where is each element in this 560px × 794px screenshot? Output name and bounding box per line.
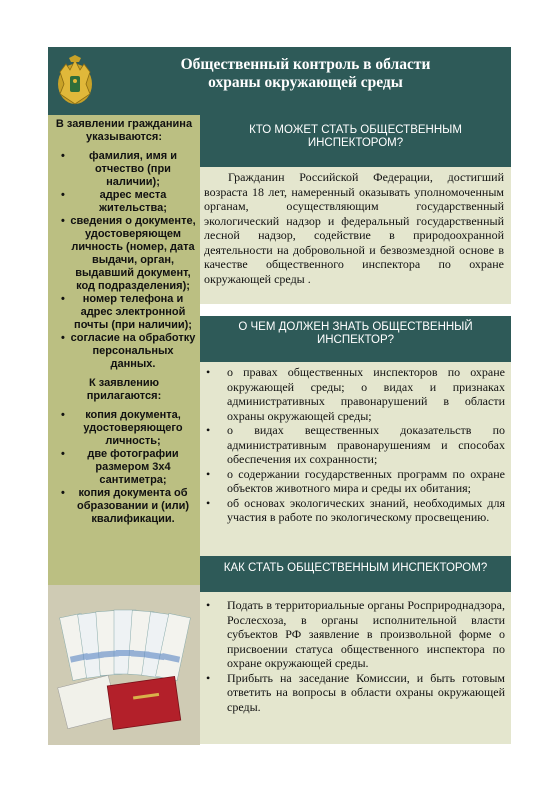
section-heading-how <box>200 556 511 592</box>
sidebar <box>48 115 200 585</box>
list-item: • об основах экологических знаний, необходимых для участия в работе по экологическому просвещению. <box>200 496 511 525</box>
section-knowledge-content <box>200 362 511 556</box>
section-heading-how-text: КАК СТАТЬ ОБЩЕСТВЕННЫМ ИНСПЕКТОРОМ? <box>223 562 488 574</box>
sidebar-list-2 <box>48 409 200 526</box>
title-line-2: охраны окружающей среды <box>208 74 403 91</box>
sidebar-heading: В заявлении гражданина указываются: <box>55 118 193 143</box>
list-item: • копия документа, удостоверяющего личность; <box>48 409 200 448</box>
certificates-photo <box>48 585 200 745</box>
section-heading-who-line2: ИНСПЕКТОРОМ? <box>307 137 404 149</box>
eagle-emblem-icon <box>56 54 94 108</box>
section-how-content <box>200 592 511 744</box>
section-who-text: Гражданин Российской Федерации, достигший возраста 18 лет, намеренный оказывать уполномоченным органам, осуществляющим государственный экологический надзор и федеральный государственный лесной надзор, содействие в природоохранной деятельности на добровольной и безвозмездной основе в качестве общественного инспектора по охране окружающей среды . <box>204 170 504 286</box>
list-item: • сведения о документе, удостоверяющем личность (номер, дата выдачи, орган, выдавший документ, код подразделения); <box>48 215 200 293</box>
list-item: • две фотографии размером 3х4 сантиметра; <box>48 448 200 487</box>
knowledge-list <box>200 362 511 525</box>
list-item: • о правах общественных инспекторов по охране окружающей среды; о видах и признаках административных правонарушений в области охраны окружающей среды; <box>200 365 511 423</box>
certificates-image <box>48 585 200 745</box>
section-who-content <box>200 167 511 304</box>
list-item: • фамилия, имя и отчество (при наличии); <box>48 150 200 189</box>
section-heading-knowledge-line1: О ЧЕМ ДОЛЖЕН ЗНАТЬ ОБЩЕСТВЕННЫЙ <box>238 321 473 333</box>
sidebar-list <box>48 150 200 371</box>
list-item: • Прибыть на заседание Комиссии, и быть готовым ответить на вопросы в области охраны окружающей среды. <box>200 671 511 715</box>
title-line-1: Общественный контроль в области <box>180 56 431 73</box>
list-item: • о содержании государственных программ по охране объектов животного мира и среды их обитания; <box>200 467 511 496</box>
list-item: • адрес места жительства; <box>48 189 200 215</box>
section-heading-knowledge <box>200 316 511 362</box>
how-list <box>200 592 511 714</box>
page-header <box>48 47 511 115</box>
sidebar-heading-2: К заявлению прилагаются: <box>86 377 162 402</box>
list-item: • согласие на обработку персональных данных. <box>48 332 200 371</box>
list-item: • номер телефона и адрес электронной почты (при наличии); <box>48 293 200 332</box>
page-title <box>108 56 503 92</box>
list-item: • о видах вещественных доказательств по административным правонарушениям и способах обеспечения их сохранности; <box>200 423 511 467</box>
section-heading-who-line1: КТО МОЖЕТ СТАТЬ ОБЩЕСТВЕННЫМ <box>249 124 462 136</box>
list-item: • копия документа об образовании и (или) квалификации. <box>48 487 200 526</box>
section-heading-who <box>200 115 511 167</box>
section-heading-knowledge-line2: ИНСПЕКТОР? <box>316 334 395 346</box>
list-item: • Подать в территориальные органы Росприроднадзора, Рослесхоза, в органы исполнительной власти субъектов РФ заявление в произвольной форме о присвоении статуса общественного инспектора по охране окружающей среды. <box>200 598 511 671</box>
